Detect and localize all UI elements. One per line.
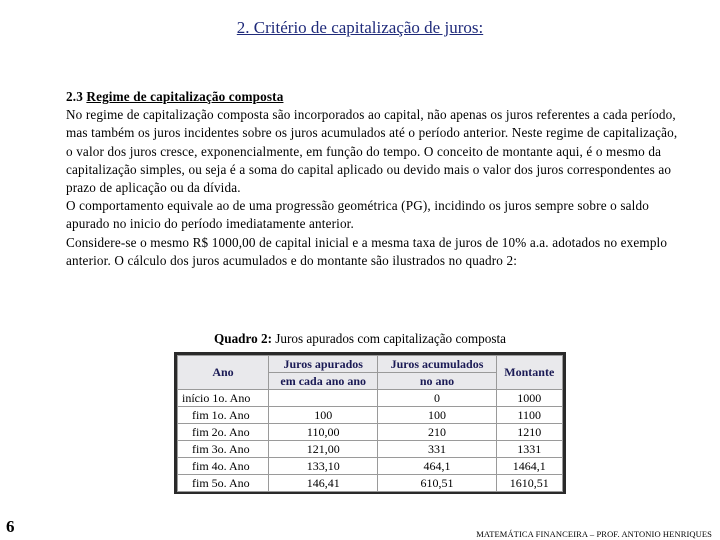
table-row: [178, 424, 563, 441]
header-juros-apurados: Juros apurados: [268, 356, 377, 373]
header-juros-acumulados: Juros acumulados: [378, 356, 496, 373]
paragraph-3: Considere-se o mesmo R$ 1000,00 de capital inicial e a mesma taxa de juros de 10% a.a. adotados no exemplo anterior. O cálculo dos juros acumulados e do montante são ilustrados no quadro 2:: [66, 234, 668, 268]
header-juros-apurados-line2: em cada ano ano: [268, 373, 377, 390]
page-number: 6: [6, 517, 15, 536]
cell-ano: fim 2o. Ano: [178, 424, 269, 441]
table-row: [178, 390, 563, 407]
table-row: [178, 407, 563, 424]
cell-ano: fim 4o. Ano: [178, 458, 269, 475]
cell-juros-acumulados: 0: [378, 390, 496, 407]
cell-montante: 1610,51: [496, 475, 562, 492]
cell-montante: 1100: [496, 407, 562, 424]
table-frame: [174, 352, 566, 494]
table-row: [178, 475, 563, 492]
caption-text: Juros apurados com capitalização composta: [275, 331, 506, 346]
header-ano: Ano: [178, 356, 269, 390]
cell-montante: 1331: [496, 441, 562, 458]
cell-juros-acumulados: 610,51: [378, 475, 496, 492]
paragraph-2: O comportamento equivale ao de uma progressão geométrica (PG), incidindo os juros sempre sobre o saldo apurado no inicio do período imediatamente anterior.: [66, 198, 649, 232]
cell-juros-acumulados: 464,1: [378, 458, 496, 475]
header-montante: Montante: [496, 356, 562, 390]
paragraph-1: No regime de capitalização composta são incorporados ao capital, não apenas os juros referentes a cada período, mas também os juros incidentes sobre os juros acumulados até o período anterior. Neste regime de capitalização, o valor dos juros cresce, exponencialmente, em função do tempo. O conceito de montante aqui, é o mesmo da capitalização simples, ou seja é a soma do capital aplicado ou devido mais o valor dos juros correspondentes ao prazo de aplicação ou da dívida.: [66, 107, 678, 196]
cell-ano: fim 1o. Ano: [178, 407, 269, 424]
table-row: [178, 458, 563, 475]
cell-juros-apurados: 121,00: [268, 441, 377, 458]
cell-montante: 1464,1: [496, 458, 562, 475]
section-heading-text: Regime de capitalização composta: [86, 89, 284, 104]
cell-ano: fim 3o. Ano: [178, 441, 269, 458]
section-number: 2.3: [66, 89, 83, 104]
cell-ano: início 1o. Ano: [178, 390, 269, 407]
caption-label: Quadro 2:: [213, 331, 272, 346]
cell-juros-apurados: 110,00: [268, 424, 377, 441]
section-heading: [66, 88, 678, 106]
table-header-row-1: [178, 356, 563, 373]
section-body: [66, 88, 678, 270]
interest-table: [177, 355, 563, 492]
cell-ano: fim 5o. Ano: [178, 475, 269, 492]
cell-juros-acumulados: 210: [378, 424, 496, 441]
footer-text: MATEMÁTICA FINANCEIRA – PROF. ANTONIO HENRIQUES: [476, 529, 712, 539]
cell-juros-apurados: 133,10: [268, 458, 377, 475]
cell-montante: 1000: [496, 390, 562, 407]
slide-title: [0, 18, 720, 38]
cell-juros-acumulados: 331: [378, 441, 496, 458]
cell-juros-apurados: [268, 390, 377, 407]
header-juros-acumulados-line2: no ano: [378, 373, 496, 390]
cell-juros-apurados: 146,41: [268, 475, 377, 492]
slide-title-text: 2. Critério de capitalização de juros:: [236, 18, 484, 37]
table-row: [178, 441, 563, 458]
cell-montante: 1210: [496, 424, 562, 441]
cell-juros-acumulados: 100: [378, 407, 496, 424]
table-caption: [0, 331, 720, 347]
cell-juros-apurados: 100: [268, 407, 377, 424]
